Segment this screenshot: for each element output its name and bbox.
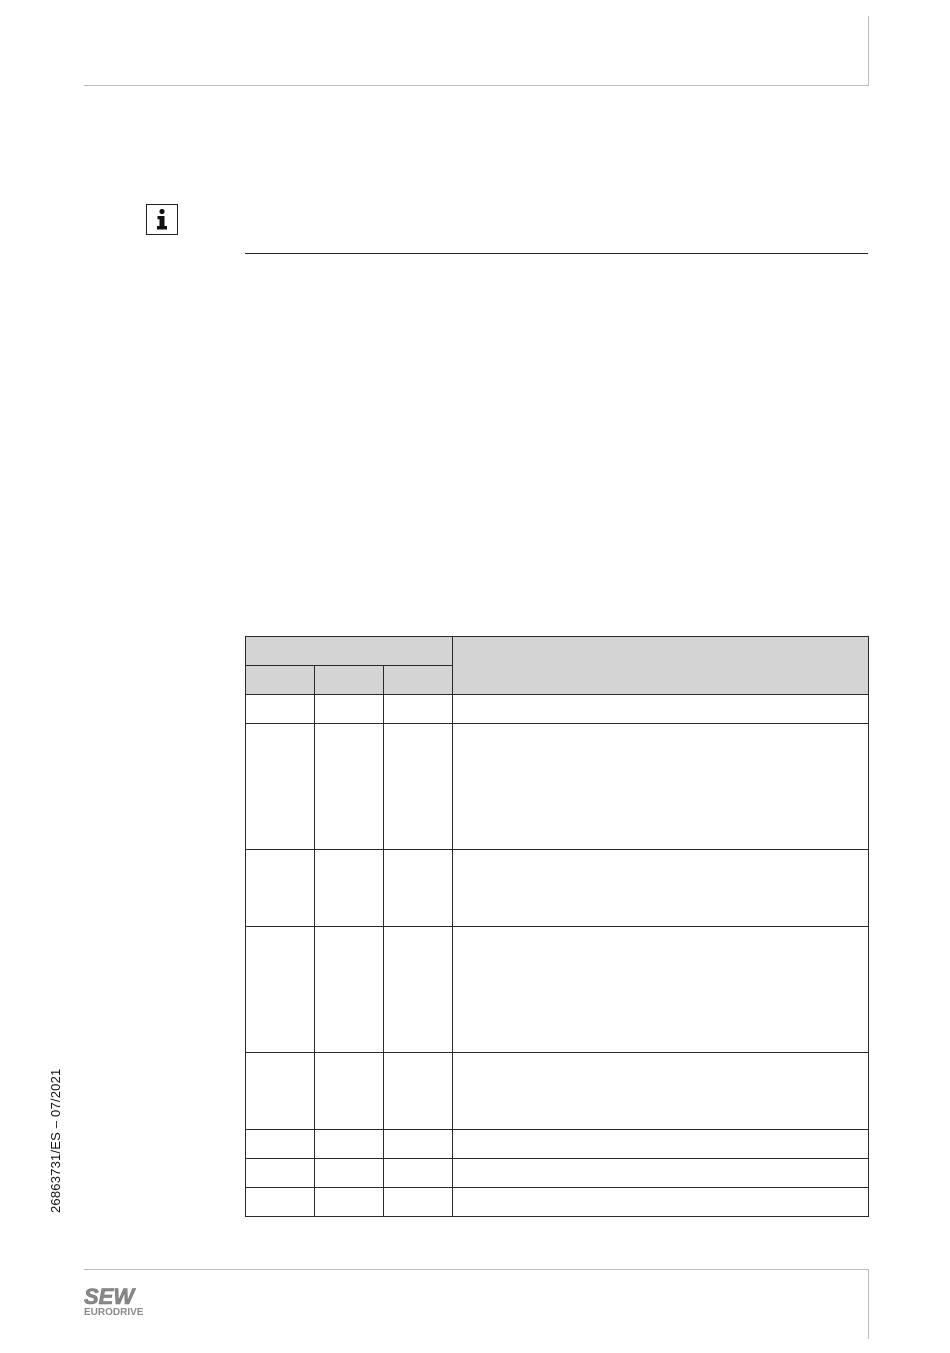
- table-row: [246, 1053, 869, 1130]
- table-row: [246, 1130, 869, 1159]
- table-header-row: [246, 637, 869, 666]
- table-row: [246, 927, 869, 1053]
- table-row: [246, 1159, 869, 1188]
- header-rule: [84, 85, 869, 86]
- footer-rule: [84, 1269, 869, 1270]
- table-row: [246, 1188, 869, 1217]
- table-row: [246, 695, 869, 724]
- header-right-rule: [868, 16, 869, 86]
- subheader-cell-1: [246, 666, 315, 695]
- table-row: [246, 850, 869, 927]
- logo-text-bottom: EURODRIVE: [84, 1307, 144, 1317]
- document-code: 26863731/ES – 07/2021: [48, 1068, 63, 1213]
- table-row: [246, 724, 869, 850]
- data-table: [245, 636, 869, 1217]
- subheader-cell-3: [384, 666, 453, 695]
- header-group-cell: [246, 637, 453, 666]
- footer-right-rule: [868, 1269, 869, 1339]
- logo-text-top: SEW: [84, 1285, 135, 1309]
- sew-eurodrive-logo: [84, 1285, 156, 1322]
- note-divider: [245, 253, 868, 254]
- header-description-cell: [453, 637, 869, 695]
- info-icon: [146, 204, 178, 235]
- subheader-cell-2: [315, 666, 384, 695]
